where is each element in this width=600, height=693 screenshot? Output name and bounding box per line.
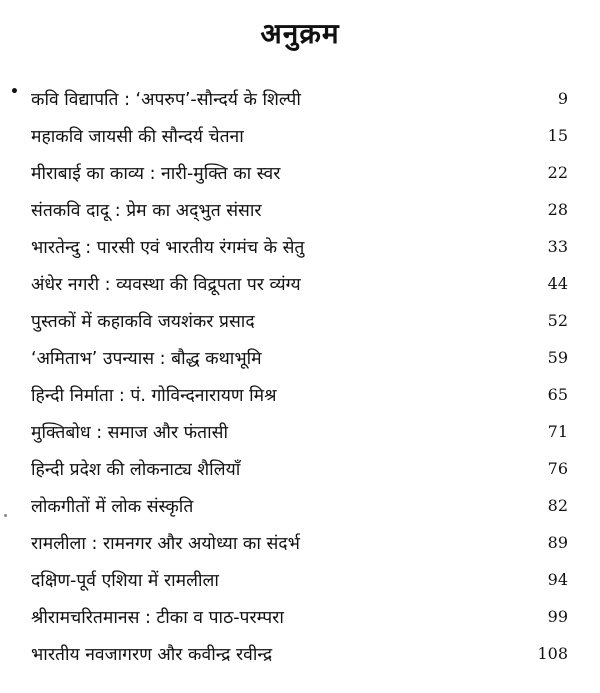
toc-entry-title: भारतीय नवजागरण और कवीन्द्र रवीन्द्र <box>31 644 273 665</box>
toc-entry-title: कवि विद्यापति : ‘अपरुप’-सौन्दर्य के शिल्पी <box>31 89 301 110</box>
toc-entry-page: 9 <box>557 89 568 108</box>
toc-entry-title: अंधेर नगरी : व्यवस्था की विद्रूपता पर व्यंग्य <box>31 274 301 295</box>
toc-entry-title: मुक्तिबोध : समाज और फंतासी <box>31 422 229 443</box>
toc-entry-page: 44 <box>547 274 568 293</box>
toc-entry[interactable] <box>0 191 600 228</box>
toc-entry-title: लोकगीतों में लोक संस्कृति <box>31 496 194 517</box>
toc-entry-page: 108 <box>537 644 568 663</box>
toc-entry[interactable] <box>0 117 600 154</box>
toc-entry[interactable] <box>0 598 600 635</box>
toc-entry-page: 33 <box>547 237 568 256</box>
bullet-mark: • <box>10 84 19 100</box>
toc-entry-page: 22 <box>547 163 568 182</box>
toc-entry[interactable] <box>0 487 600 524</box>
toc-entry[interactable] <box>0 524 600 561</box>
toc-entry-page: 52 <box>547 311 568 330</box>
toc-entry-page: 65 <box>547 385 568 404</box>
toc-entry-title: दक्षिण-पूर्व एशिया में रामलीला <box>31 570 219 591</box>
toc-entry-title: पुस्तकों में कहाकवि जयशंकर प्रसाद <box>31 311 255 332</box>
toc-entry[interactable] <box>0 413 600 450</box>
toc-entry[interactable] <box>0 228 600 265</box>
toc-entry-page: 94 <box>547 570 568 589</box>
toc-entry-page: 28 <box>547 200 568 219</box>
toc-entry-page: 59 <box>547 348 568 367</box>
toc-entry-title: रामलीला : रामनगर और अयोध्या का संदर्भ <box>31 533 300 554</box>
toc-entry-title: श्रीरामचरितमानस : टीका व पाठ-परम्परा <box>31 607 284 628</box>
page-title: अनुक्रम <box>260 17 340 50</box>
toc-entry-page: 89 <box>547 533 568 552</box>
toc-entry-page: 82 <box>547 496 568 515</box>
toc-entry-title: हिन्दी प्रदेश की लोकनाट्य शैलियाँ <box>31 459 241 480</box>
toc-entry-page: 15 <box>547 126 568 145</box>
toc-entry[interactable] <box>0 635 600 672</box>
toc-entry-page: 76 <box>547 459 568 478</box>
table-of-contents <box>0 80 600 672</box>
toc-entry[interactable] <box>0 302 600 339</box>
toc-entry[interactable] <box>0 450 600 487</box>
toc-entry[interactable] <box>0 561 600 598</box>
toc-entry-page: 71 <box>547 422 568 441</box>
toc-entry-title: संतकवि दादू : प्रेम का अद्‌भुत संसार <box>31 200 262 221</box>
toc-entry-title: महाकवि जायसी की सौन्दर्य चेतना <box>31 126 244 147</box>
toc-entry[interactable] <box>0 265 600 302</box>
toc-entry[interactable] <box>0 376 600 413</box>
toc-entry[interactable] <box>0 80 600 117</box>
toc-entry[interactable] <box>0 154 600 191</box>
toc-entry-title: मीराबाई का काव्य : नारी-मुक्ति का स्वर <box>31 163 281 184</box>
toc-entry-title: ‘अमिताभ’ उपन्यास : बौद्ध कथाभूमि <box>31 348 262 369</box>
toc-entry[interactable] <box>0 339 600 376</box>
toc-entry-title: हिन्दी निर्माता : पं. गोविन्दनारायण मिश्र <box>31 385 277 406</box>
toc-entry-title: भारतेन्दु : पारसी एवं भारतीय रंगमंच के सेतु <box>31 237 305 258</box>
toc-entry-page: 99 <box>547 607 568 626</box>
